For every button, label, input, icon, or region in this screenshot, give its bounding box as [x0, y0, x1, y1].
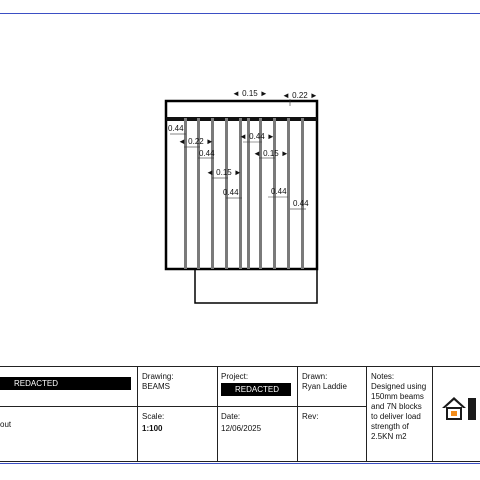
notes-value: Designed using 150mm beams and 7N blocks to deliver load strength of 2.5KN m2: [371, 382, 427, 441]
dim-label: ◄ 0.15 ►: [253, 149, 289, 158]
project-field: [221, 372, 248, 382]
dim-label: 0.44: [168, 124, 184, 133]
dim-label: ◄ 0.15 ►: [206, 168, 242, 177]
drawing-label: Drawing:: [142, 372, 174, 381]
dim-label: ◄ 0.22 ►: [282, 91, 318, 100]
scale-field: [142, 412, 164, 434]
date-field: [221, 412, 261, 434]
dim-label: ◄ 0.15 ►: [232, 89, 268, 98]
dim-label: 0.44: [199, 149, 215, 158]
beam: [301, 118, 304, 269]
project-value-redacted: REDACTED: [221, 383, 291, 396]
project-label: Project:: [221, 372, 249, 381]
scale-label: Scale:: [142, 412, 165, 421]
project-name-redacted: REDACTED: [0, 377, 131, 390]
drawing-field: [142, 372, 174, 392]
drawn-value: Ryan Laddie: [302, 382, 347, 391]
date-label: Date:: [221, 412, 241, 421]
frame-bottom-line: [0, 463, 480, 464]
drawn-field: [302, 372, 347, 392]
rev-field: [302, 412, 318, 422]
layout-label-fragment: out: [0, 420, 12, 429]
dim-label: 0.44: [271, 187, 287, 196]
dim-label: 0.44: [293, 199, 309, 208]
dim-label: 0.44: [223, 188, 239, 197]
scale-value: 1:100: [142, 424, 163, 433]
lower-extension: [195, 269, 317, 303]
title-block: [0, 366, 480, 462]
date-value: 12/06/2025: [221, 424, 262, 433]
dim-label: ◄ 0.44 ►: [239, 132, 275, 141]
drawing-value: BEAMS: [142, 382, 171, 391]
house-icon: [440, 394, 480, 424]
notes-label: Notes:: [371, 372, 395, 381]
dim-label: ◄ 0.22 ►: [178, 137, 214, 146]
beam: [287, 118, 290, 269]
rev-label: Rev:: [302, 412, 319, 421]
drawn-label: Drawn:: [302, 372, 328, 381]
notes-field: [371, 372, 429, 442]
